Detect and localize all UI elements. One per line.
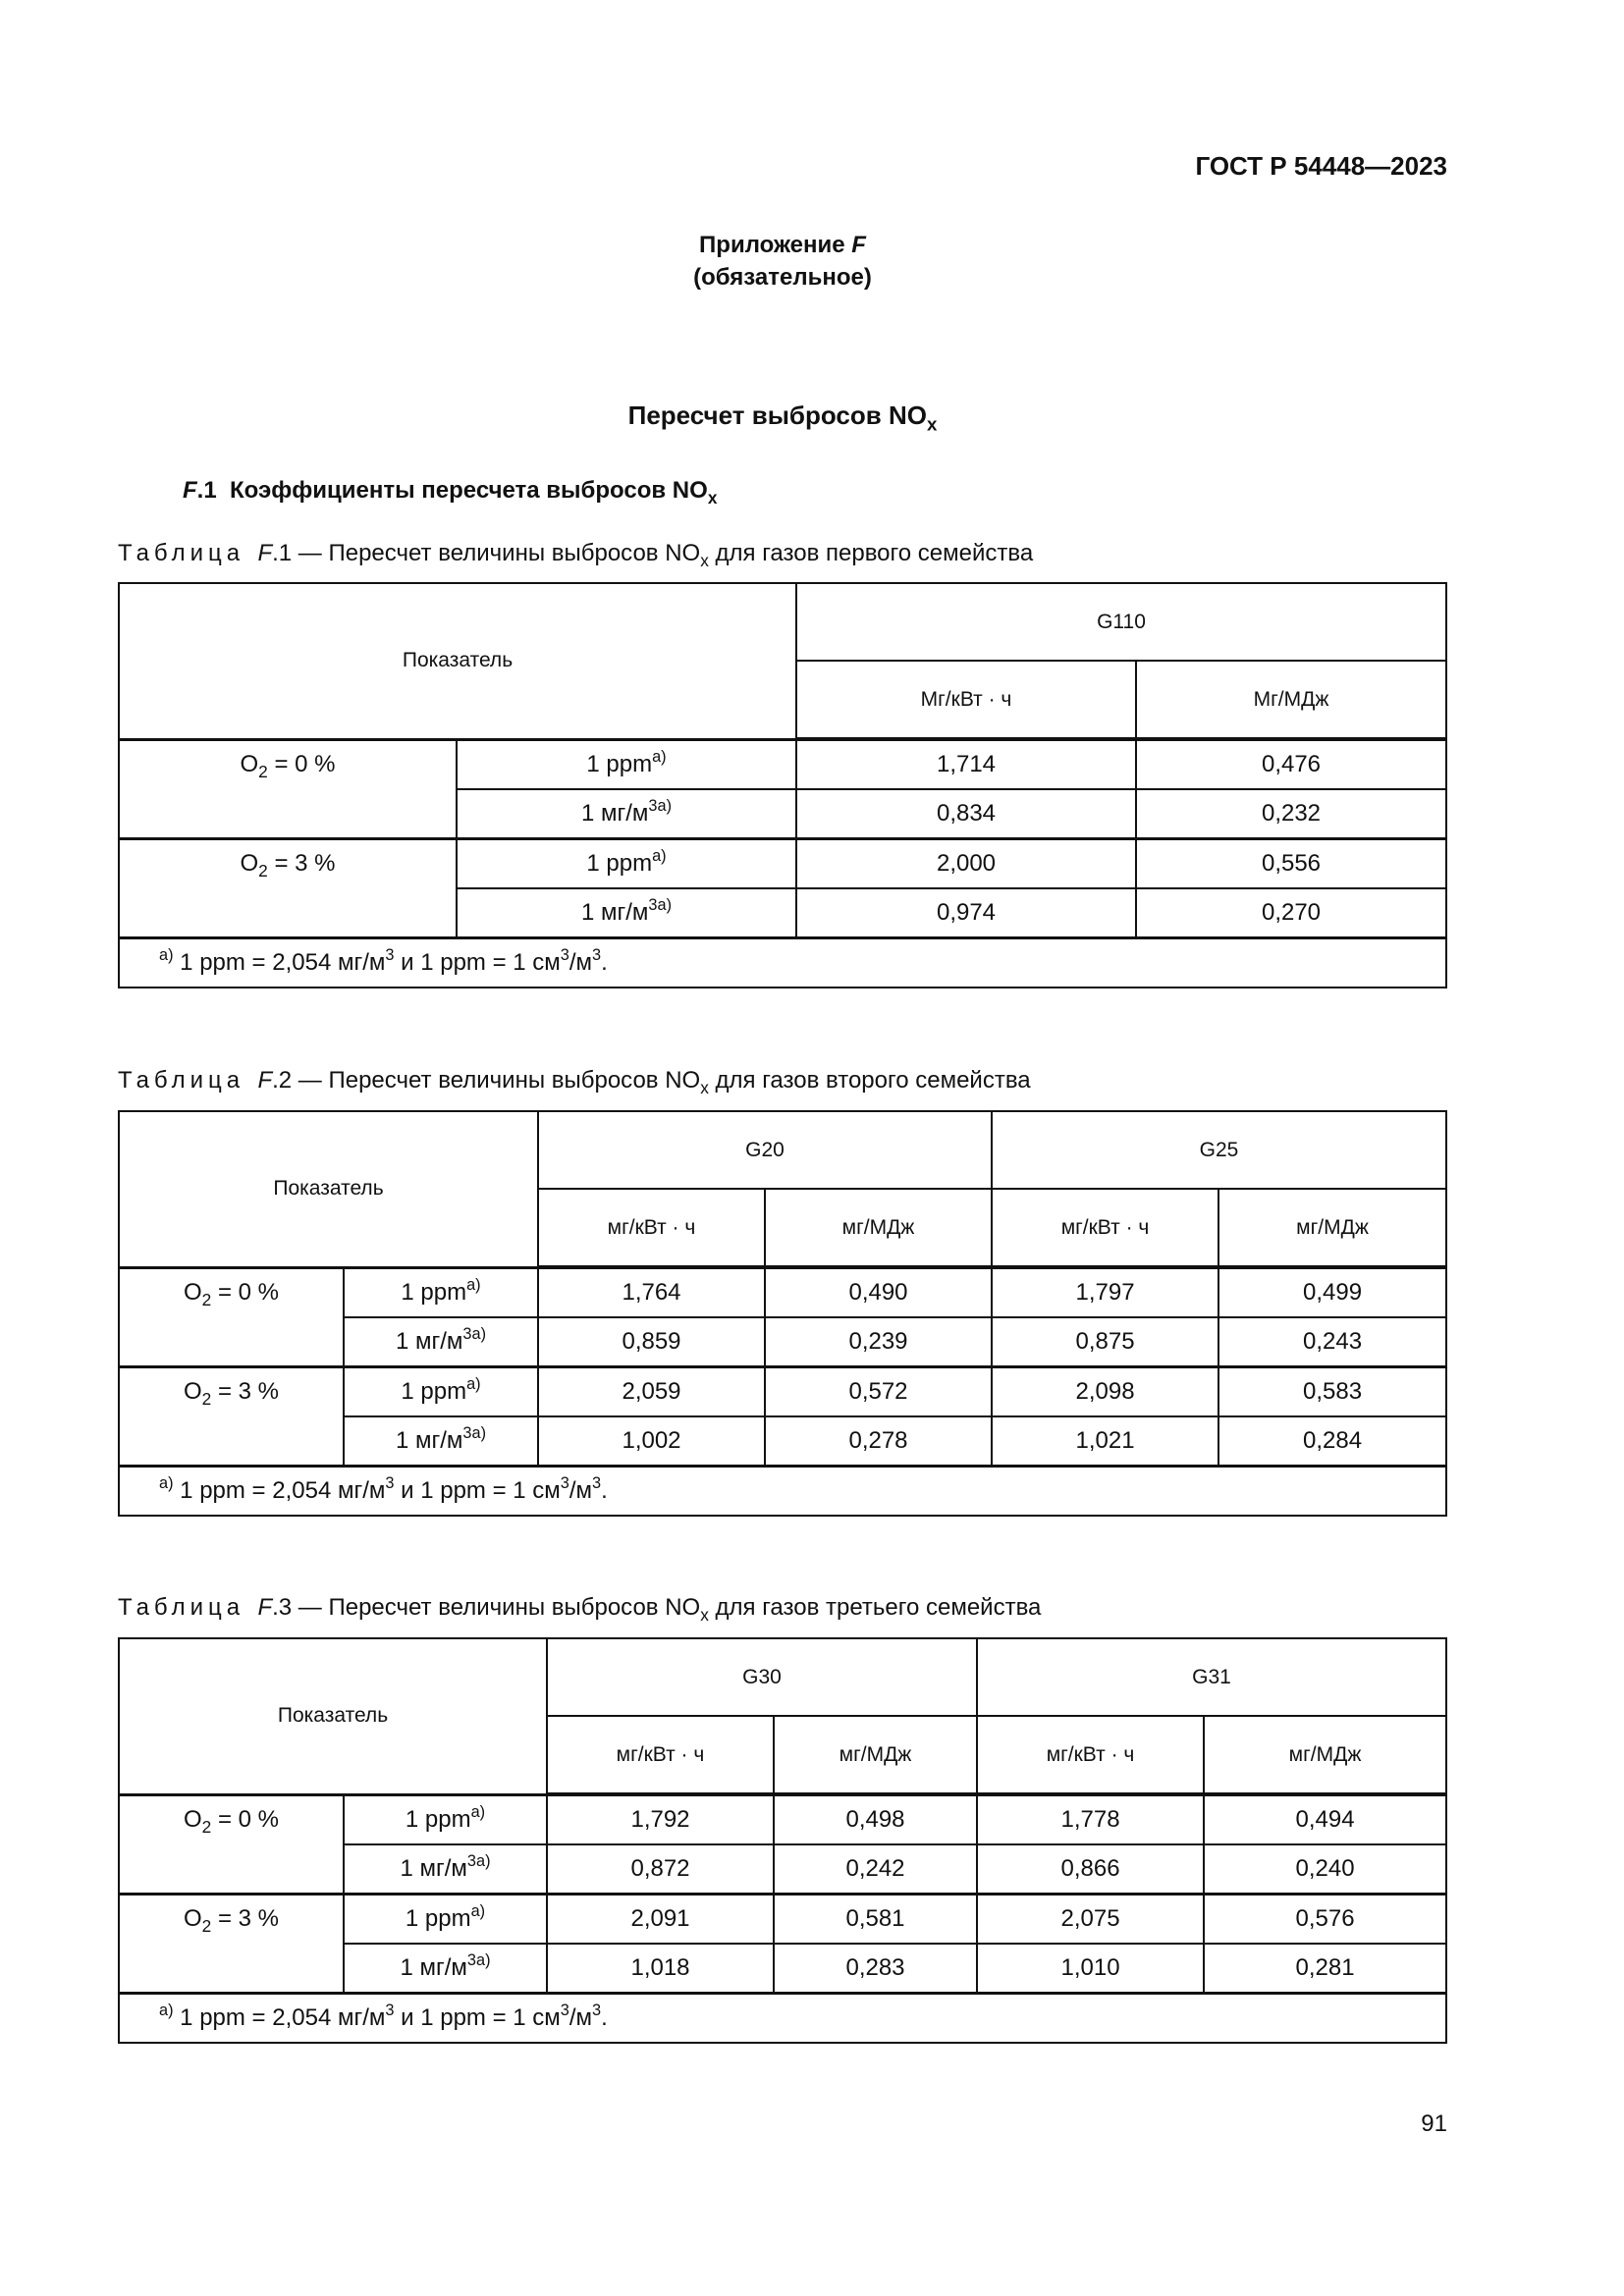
gas-header: G31 xyxy=(977,1638,1446,1716)
table-row xyxy=(119,839,1446,889)
appendix-heading xyxy=(0,229,1565,294)
table-row xyxy=(119,1794,1446,1844)
o2-label: $O_2 = 0$ % xyxy=(119,739,457,839)
unit-header: мг/кВт · ч xyxy=(538,1189,765,1267)
unit-label: 1 ppm$^{a)}$ xyxy=(344,1794,547,1844)
unit-label: 1 $мг/м^{3а)}$ xyxy=(344,1944,547,1994)
table-cell: 0,239 xyxy=(765,1317,992,1367)
unit-header: мг/МДж xyxy=(774,1716,977,1794)
unit-header: мг/МДж xyxy=(1218,1189,1446,1267)
o2-label: $O_2 = 3$ % xyxy=(119,1367,344,1467)
document-id: ГОСТ Р 54448—2023 xyxy=(1195,151,1447,181)
table-caption: Таблица F.3 — Пересчет величины выбросов $NO_x$ для газов третьего семейства xyxy=(118,1594,1042,1626)
unit-header: мг/МДж xyxy=(1204,1716,1446,1794)
appendix-letter: F xyxy=(851,232,866,258)
unit-label: 1 $мг/м^{3а)}$ xyxy=(344,1416,538,1467)
table-footnote: $^{а)}$ 1 ppm = 2,054 $мг/м^3$ и 1 ppm = 1 $см^3/м^3$. xyxy=(119,938,1446,988)
section-title: Пересчет выбросов $NO_x$ xyxy=(627,400,938,435)
gas-header: G110 xyxy=(796,583,1446,661)
table-cell: 0,270 xyxy=(1136,888,1446,938)
table-cell: 0,872 xyxy=(547,1844,774,1895)
table-cell: 0,232 xyxy=(1136,789,1446,839)
table-cell: 1,797 xyxy=(992,1267,1218,1317)
table-cell: 0,283 xyxy=(774,1944,977,1994)
appendix-status: (обязательное) xyxy=(693,264,872,291)
unit-header: Мг/МДж xyxy=(1136,661,1446,739)
table-footnote: $^{а)}$ 1 ppm = 2,054 $мг/м^3$ и 1 ppm = 1 $см^3/м^3$. xyxy=(119,1467,1446,1517)
unit-header: мг/МДж xyxy=(765,1189,992,1267)
table-cell: 1,010 xyxy=(977,1944,1204,1994)
table-cell: 1,714 xyxy=(796,739,1136,789)
conversion-table-f2 xyxy=(118,1110,1447,1517)
table-cell: 0,974 xyxy=(796,888,1136,938)
table-cell: 0,572 xyxy=(765,1367,992,1417)
appendix-label: Приложение F xyxy=(699,232,866,258)
table-row xyxy=(119,1367,1446,1417)
table-caption: Таблица F.2 — Пересчет величины выбросов $NO_x$ для газов второго семейства xyxy=(118,1067,1031,1098)
page-number: 91 xyxy=(1421,2110,1447,2137)
table-cell: 1,792 xyxy=(547,1794,774,1844)
unit-header: мг/кВт · ч xyxy=(547,1716,774,1794)
gas-header: G20 xyxy=(538,1111,992,1189)
table-cell: 0,581 xyxy=(774,1895,977,1945)
table-row xyxy=(119,1895,1446,1945)
table-cell: 0,556 xyxy=(1136,839,1446,889)
table-cell: 0,242 xyxy=(774,1844,977,1895)
table-cell: 0,498 xyxy=(774,1794,977,1844)
table-cell: 2,000 xyxy=(796,839,1136,889)
unit-label: 1 ppm$^{a)}$ xyxy=(344,1267,538,1317)
indicator-header: Показатель xyxy=(119,1111,538,1267)
table-cell: 0,281 xyxy=(1204,1944,1446,1994)
table-cell: 0,859 xyxy=(538,1317,765,1367)
unit-header: Мг/кВт · ч xyxy=(796,661,1136,739)
o2-label: $O_2 = 3$ % xyxy=(119,1895,344,1994)
unit-label: 1 ppm$^{a)}$ xyxy=(457,739,796,789)
table-cell: 0,576 xyxy=(1204,1895,1446,1945)
table-cell: 0,490 xyxy=(765,1267,992,1317)
gas-header: G25 xyxy=(992,1111,1446,1189)
conversion-table-f3 xyxy=(118,1637,1447,2044)
unit-label: 1 ppm$^{a)}$ xyxy=(457,839,796,889)
unit-label: 1 $мг/м^{3а)}$ xyxy=(344,1844,547,1895)
o2-label: $O_2 = 0$ % xyxy=(119,1794,344,1895)
o2-label: $O_2 = 3$ % xyxy=(119,839,457,938)
table-cell: 0,834 xyxy=(796,789,1136,839)
subsection-title: F.1 Коэффициенты пересчета выбросов $NO_x$ xyxy=(183,477,718,508)
table-row xyxy=(119,1267,1446,1317)
table-cell: 0,284 xyxy=(1218,1416,1446,1467)
table-row xyxy=(119,739,1446,789)
table-cell: 1,002 xyxy=(538,1416,765,1467)
table-cell: 2,098 xyxy=(992,1367,1218,1417)
indicator-header: Показатель xyxy=(119,583,796,739)
unit-label: 1 ppm$^{a)}$ xyxy=(344,1367,538,1417)
table-cell: 0,583 xyxy=(1218,1367,1446,1417)
unit-header: мг/кВт · ч xyxy=(992,1189,1218,1267)
table-cell: 1,764 xyxy=(538,1267,765,1317)
unit-label: 1 ppm$^{a)}$ xyxy=(344,1895,547,1945)
unit-label: 1 $мг/м^{3а)}$ xyxy=(344,1317,538,1367)
table-cell: 0,278 xyxy=(765,1416,992,1467)
table-cell: 1,778 xyxy=(977,1794,1204,1844)
indicator-header: Показатель xyxy=(119,1638,547,1794)
unit-label: 1 $мг/м^{3а)}$ xyxy=(457,789,796,839)
o2-label: $O_2 = 0$ % xyxy=(119,1267,344,1367)
table-cell: 1,018 xyxy=(547,1944,774,1994)
table-cell: 0,494 xyxy=(1204,1794,1446,1844)
conversion-table-f1 xyxy=(118,582,1447,988)
unit-label: 1 $мг/м^{3а)}$ xyxy=(457,888,796,938)
unit-header: мг/кВт · ч xyxy=(977,1716,1204,1794)
table-cell: 2,091 xyxy=(547,1895,774,1945)
table-cell: 0,875 xyxy=(992,1317,1218,1367)
table-cell: 0,499 xyxy=(1218,1267,1446,1317)
table-cell: 0,866 xyxy=(977,1844,1204,1895)
gas-header: G30 xyxy=(547,1638,977,1716)
table-cell: 2,075 xyxy=(977,1895,1204,1945)
table-cell: 0,240 xyxy=(1204,1844,1446,1895)
table-footnote: $^{а)}$ 1 ppm = 2,054 $мг/м^3$ и 1 ppm = 1 $см^3/м^3$. xyxy=(119,1994,1446,2044)
table-cell: 0,243 xyxy=(1218,1317,1446,1367)
table-cell: 2,059 xyxy=(538,1367,765,1417)
table-cell: 1,021 xyxy=(992,1416,1218,1467)
table-cell: 0,476 xyxy=(1136,739,1446,789)
table-caption: Таблица F.1 — Пересчет величины выбросов $NO_x$ для газов первого семейства xyxy=(118,540,1034,571)
